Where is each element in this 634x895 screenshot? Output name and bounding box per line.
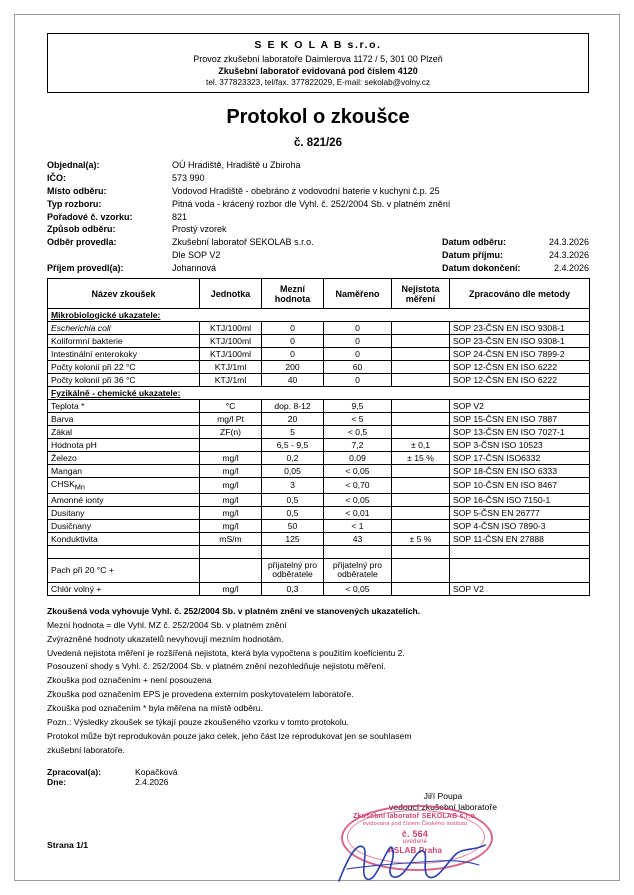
cell-measured: < 1 xyxy=(324,519,392,532)
cell-measured: 0 xyxy=(324,374,392,387)
cell-unit xyxy=(200,439,262,452)
cell-limit: 3 xyxy=(262,478,324,494)
cell-test-name: Dusičnany xyxy=(48,519,200,532)
note-line: Zkoušená voda vyhovuje Vyhl. č. 252/2004 Sb. v platném znění ve stanovených ukazatelích. xyxy=(47,605,421,616)
table-row xyxy=(48,465,590,478)
meta-key: Objednal(a): xyxy=(47,160,100,171)
cell-limit: 0,3 xyxy=(262,582,324,595)
results-header-row xyxy=(48,279,590,309)
cell-measured: přijatelný pro odběratele xyxy=(324,558,392,582)
col-header-unit: Jednotka xyxy=(200,279,262,309)
meta-key: Příjem provedl(a): xyxy=(47,262,124,273)
meta-key: Způsob odběru: xyxy=(47,224,116,235)
cell-limit: 125 xyxy=(262,532,324,545)
cell-method: SOP 5-ČSN EN 26777 xyxy=(450,506,590,519)
meta-key-right: Datum příjmu: xyxy=(442,249,504,260)
cell-unit: mg/l xyxy=(200,478,262,494)
cell-uncertainty xyxy=(392,493,450,506)
cell-test-name xyxy=(48,545,200,558)
meta-value-right: 24.3.2026 xyxy=(548,249,589,260)
stamp-line-3: č. 564 xyxy=(401,829,429,839)
results-group-row xyxy=(48,387,590,400)
note-line: Protokol může být reprodukován pouze jako celek, jeho část lze reprodukovat jen se souhlasem xyxy=(47,731,412,742)
cell-uncertainty xyxy=(392,519,450,532)
stamp-inner-ring xyxy=(347,810,485,864)
company-address: Provoz zkušební laboratoře Daimlerova 1172 / 5, 301 00 Plzeň xyxy=(193,54,443,64)
cell-test-name: Dusitany xyxy=(48,506,200,519)
protocol-content xyxy=(47,33,589,812)
cell-limit: 6,5 - 9,5 xyxy=(262,439,324,452)
table-row xyxy=(48,452,590,465)
table-row xyxy=(48,374,590,387)
meta-value: 573 990 xyxy=(172,173,205,184)
cell-method: SOP 17-ČSN ISO6332 xyxy=(450,452,590,465)
results-group-row xyxy=(48,309,590,322)
col-header-limit-l1: Mezní xyxy=(279,283,305,294)
cell-method xyxy=(450,558,590,582)
cell-limit: 0,5 xyxy=(262,506,324,519)
cell-test-name: $CHSK_{Mn}$ xyxy=(48,478,200,494)
cell-unit: mg/l xyxy=(200,519,262,532)
cell-uncertainty xyxy=(392,413,450,426)
cell-unit xyxy=(200,558,262,582)
cell-uncertainty xyxy=(392,506,450,519)
cell-measured: < 0,70 xyxy=(324,478,392,494)
cell-method: SOP 12-ČSN EN ISO 6222 xyxy=(450,361,590,374)
cell-method: SOP 3-ČSN ISO 10523 xyxy=(450,439,590,452)
cell-test-name: Koliformní bakterie xyxy=(48,335,200,348)
col-header-limit xyxy=(262,279,324,309)
cell-method: SOP 23-ČSN EN ISO 9308-1 xyxy=(450,322,590,335)
cell-unit: KTJ/100ml xyxy=(200,335,262,348)
meta-value: Prostý vzorek xyxy=(172,224,227,235)
cell-limit: 50 xyxy=(262,519,324,532)
meta-row xyxy=(47,248,589,261)
stamp-line-4: uvedené xyxy=(402,839,428,845)
cell-unit: mg/l xyxy=(200,452,262,465)
cell-unit: mg/l xyxy=(200,506,262,519)
table-row xyxy=(48,493,590,506)
cell-measured: < 0,05 xyxy=(324,582,392,595)
meta-key xyxy=(47,248,172,261)
cell-uncertainty xyxy=(392,374,450,387)
cell-method: SOP 15-ČSN EN ISO 7887 xyxy=(450,413,590,426)
cell-method xyxy=(450,545,590,558)
cell-uncertainty xyxy=(392,465,450,478)
laboratory-header xyxy=(47,33,589,93)
date-label: Dne: xyxy=(47,776,67,787)
company-contact: tel. 377823323, tel/fax. 377822029, E-mail: sekolab@volny.cz xyxy=(206,78,430,87)
cell-unit: KTJ/100ml xyxy=(200,322,262,335)
note-line: Mezní hodnota = dle Vyhl. MZ č. 252/2004 Sb. v platném znění xyxy=(47,619,287,630)
official-stamp xyxy=(333,805,493,887)
results-group-label: Mikrobiologické ukazatele: xyxy=(48,309,590,322)
cell-method: SOP 12-ČSN EN ISO 6222 xyxy=(450,374,590,387)
note-line: Zkouška pod označením * byla měřena na místě odběru. xyxy=(47,703,263,714)
cell-measured: < 0,5 xyxy=(324,426,392,439)
cell-unit: ZF(n) xyxy=(200,426,262,439)
accreditation-line: Zkušební laboratoř evidovaná pod číslem 4120 xyxy=(218,66,418,76)
meta-value-right: 2.4.2026 xyxy=(553,262,589,273)
cell-measured: 0 xyxy=(324,348,392,361)
results-body xyxy=(48,309,590,596)
cell-uncertainty xyxy=(392,558,450,582)
cell-unit: mg/l xyxy=(200,582,262,595)
cell-measured: 60 xyxy=(324,361,392,374)
col-header-unc-l2: měření xyxy=(405,293,436,304)
cell-uncertainty xyxy=(392,478,450,494)
cell-uncertainty xyxy=(392,426,450,439)
cell-method: SOP 10-ČSN EN ISO 8467 xyxy=(450,478,590,494)
cell-uncertainty: ± 15 % xyxy=(392,452,450,465)
cell-measured: < 0,05 xyxy=(324,465,392,478)
cell-unit: mg/l Pt xyxy=(200,413,262,426)
prepared-by-label: Zpracoval(a): xyxy=(47,766,101,777)
meta-key: Odběr provedla: xyxy=(47,237,117,248)
cell-test-name: Mangan xyxy=(48,465,200,478)
note-line: Zvýrazněné hodnoty ukazatelů nevyhovují mezním hodnotám. xyxy=(47,633,284,644)
meta-row xyxy=(47,236,589,249)
sample-metadata xyxy=(47,159,589,274)
meta-key-right: Datum odběru: xyxy=(442,237,506,248)
company-name: S E K O L A B s.r.o. xyxy=(254,39,382,51)
meta-row xyxy=(47,261,589,274)
cell-test-name: Počty kolonií při 22 °C xyxy=(48,361,200,374)
meta-row xyxy=(47,210,589,223)
cell-method: SOP 16-ČSN ISO 7150-1 xyxy=(450,493,590,506)
cell-test-name: Pach při 20 °C + xyxy=(48,558,200,582)
cell-measured: 43 xyxy=(324,532,392,545)
cell-limit: 200 xyxy=(262,361,324,374)
cell-test-name: Zákal xyxy=(48,426,200,439)
cell-limit: 0 xyxy=(262,348,324,361)
cell-method: SOP 23-ČSN EN ISO 9308-1 xyxy=(450,335,590,348)
col-header-unc-l1: Nejistota xyxy=(401,283,440,294)
cell-uncertainty xyxy=(392,545,450,558)
cell-unit: mg/l xyxy=(200,465,262,478)
cell-test-name: Chlór volný + xyxy=(48,582,200,595)
note-line: Uvedená nejistota měření je rozšířená nejistota, která byla vypočtena s použitím koeficientu 2. xyxy=(47,647,405,658)
table-row xyxy=(48,519,590,532)
cell-limit: 0 xyxy=(262,322,324,335)
notes-block xyxy=(47,605,589,758)
signer-block xyxy=(297,791,589,812)
table-row xyxy=(48,582,590,595)
table-row xyxy=(48,558,590,582)
cell-uncertainty: ± 0,1 xyxy=(392,439,450,452)
page-title: Protokol o zkoušce xyxy=(226,106,410,128)
meta-key: Místo odběru: xyxy=(47,185,107,196)
cell-measured: 0 xyxy=(324,322,392,335)
cell-method: SOP 13-ČSN EN ISO 7027-1 xyxy=(450,426,590,439)
cell-measured: 0,09 xyxy=(324,452,392,465)
stamp-line-5: ASLAB Praha xyxy=(387,846,443,855)
stamp-outer-ring xyxy=(341,805,493,871)
cell-measured: 9,5 xyxy=(324,400,392,413)
meta-key-right: Datum dokončení: xyxy=(442,262,521,273)
table-row xyxy=(48,439,590,452)
cell-uncertainty xyxy=(392,335,450,348)
cell-method: SOP 18-ČSN EN ISO 6333 xyxy=(450,465,590,478)
protocol-number: č. 821/26 xyxy=(294,137,342,149)
note-line: zkušební laboratoře. xyxy=(47,744,125,755)
stamp-line-2: evidovaná pod číslem Českého institutu xyxy=(362,821,468,827)
col-header-measured: Naměřeno xyxy=(324,279,392,309)
cell-test-name: Hodnota pH xyxy=(48,439,200,452)
table-row xyxy=(48,506,590,519)
cell-limit: 0,05 xyxy=(262,465,324,478)
table-row xyxy=(48,400,590,413)
col-header-uncertainty xyxy=(392,279,450,309)
cell-unit: mS/m xyxy=(200,532,262,545)
meta-value: 821 xyxy=(172,211,188,222)
table-row xyxy=(48,335,590,348)
col-header-limit-l2: hodnota xyxy=(274,293,311,304)
cell-method: SOP 11-ČSN EN 27888 xyxy=(450,532,590,545)
meta-value: Vodovod Hradiště - obebráno z vodovodní baterie v kuchyni č.p. 25 xyxy=(172,185,440,196)
cell-method: SOP V2 xyxy=(450,400,590,413)
note-line: Posouzení shody s Vyhl. č. 252/2004 Sb. v platném znění nezohledňuje nejistotu měření. xyxy=(47,661,386,672)
cell-test-name: Počty kolonií při 36 °C xyxy=(48,374,200,387)
meta-value: Johannová xyxy=(172,262,217,273)
cell-limit: 20 xyxy=(262,413,324,426)
cell-unit: KTJ/100ml xyxy=(200,348,262,361)
cell-unit: mg/l xyxy=(200,493,262,506)
meta-row xyxy=(47,172,589,185)
prepared-by-row xyxy=(47,767,589,777)
cell-method: SOP 4-ČSN ISO 7890-3 xyxy=(450,519,590,532)
cell-measured: < 0,01 xyxy=(324,506,392,519)
note-line: Pozn.: Výsledky zkoušek se týkají pouze zkoušeného vzorku v tomto protokolu. xyxy=(47,717,349,728)
meta-row xyxy=(47,159,589,172)
cell-method: SOP 24-ČSN EN ISO 7899-2 xyxy=(450,348,590,361)
signer-role: vedoucí zkušební laboratoře xyxy=(389,801,497,812)
cell-measured xyxy=(324,545,392,558)
cell-uncertainty xyxy=(392,400,450,413)
meta-row xyxy=(47,223,589,236)
meta-key: Typ rozboru: xyxy=(47,198,102,209)
cell-test-name: Intestinální enterokoky xyxy=(48,348,200,361)
handwritten-signature-icon xyxy=(333,835,493,887)
meta-value: Zkušební laboratoř SEKOLAB s.r.o. xyxy=(172,237,314,248)
cell-measured: 7,2 xyxy=(324,439,392,452)
cell-limit: 0,2 xyxy=(262,452,324,465)
meta-value: OÚ Hradiště, Hradiště u Zbiroha xyxy=(172,160,301,171)
note-line: Zkouška pod označením EPS je provedena externím poskytovatelem laboratoře. xyxy=(47,689,354,700)
stamp-line-1: Zkušební laboratoř SEKOLAB s.r.o. xyxy=(352,813,478,820)
cell-uncertainty xyxy=(392,361,450,374)
meta-key: Pořadové č. vzorku: xyxy=(47,211,133,222)
cell-limit: 0,5 xyxy=(262,493,324,506)
signature-block xyxy=(47,767,589,812)
cell-unit: °C xyxy=(200,400,262,413)
cell-limit: přijatelný pro odběratele xyxy=(262,558,324,582)
cell-unit xyxy=(200,545,262,558)
col-header-name: Název zkoušek xyxy=(48,279,200,309)
cell-test-name: Barva xyxy=(48,413,200,426)
col-header-method: Zpracováno dle metody xyxy=(450,279,590,309)
results-group-label: Fyzikálně - chemické ukazatele: xyxy=(48,387,590,400)
table-row xyxy=(48,532,590,545)
cell-test-name: Železo xyxy=(48,452,200,465)
table-row xyxy=(48,361,590,374)
cell-unit: KTJ/1ml xyxy=(200,374,262,387)
signer-name: Jiří Poupa xyxy=(423,790,463,801)
meta-key: IČO: xyxy=(47,173,66,184)
cell-uncertainty xyxy=(392,582,450,595)
cell-uncertainty xyxy=(392,322,450,335)
cell-unit: KTJ/1ml xyxy=(200,361,262,374)
cell-method: SOP V2 xyxy=(450,582,590,595)
cell-test-name: Konduktivita xyxy=(48,532,200,545)
table-row xyxy=(48,322,590,335)
results-table xyxy=(47,278,590,596)
table-row xyxy=(48,478,590,494)
prepared-by-value: Kopačková xyxy=(135,766,178,777)
table-row xyxy=(48,426,590,439)
cell-uncertainty: ± 5 % xyxy=(392,532,450,545)
meta-row xyxy=(47,185,589,198)
meta-value: Pitná voda - krácený rozbor dle Vyhl. č. 252/2004 Sb. v platném znění xyxy=(172,198,451,209)
table-row xyxy=(48,413,590,426)
table-row xyxy=(48,545,590,558)
meta-value-right: 24.3.2026 xyxy=(548,237,589,248)
table-row xyxy=(48,348,590,361)
cell-limit xyxy=(262,545,324,558)
note-line: Zkouška pod označením + není posouzena xyxy=(47,675,212,686)
cell-limit: 40 xyxy=(262,374,324,387)
cell-measured: < 5 xyxy=(324,413,392,426)
meta-value: Dle SOP V2 xyxy=(172,249,221,260)
cell-limit: 5 xyxy=(262,426,324,439)
cell-test-name: Escherichia coli xyxy=(48,322,200,335)
cell-test-name: Teplota * xyxy=(48,400,200,413)
cell-uncertainty xyxy=(392,348,450,361)
cell-measured: < 0,05 xyxy=(324,493,392,506)
page-footer: Strana 1/1 xyxy=(47,840,89,850)
cell-measured: 0 xyxy=(324,335,392,348)
meta-row xyxy=(47,197,589,210)
date-row xyxy=(47,777,589,787)
cell-limit: 0 xyxy=(262,335,324,348)
protocol-sheet xyxy=(14,14,620,881)
cell-test-name: Amonné ionty xyxy=(48,493,200,506)
cell-limit: dop. 8-12 xyxy=(262,400,324,413)
date-value: 2.4.2026 xyxy=(135,776,169,787)
